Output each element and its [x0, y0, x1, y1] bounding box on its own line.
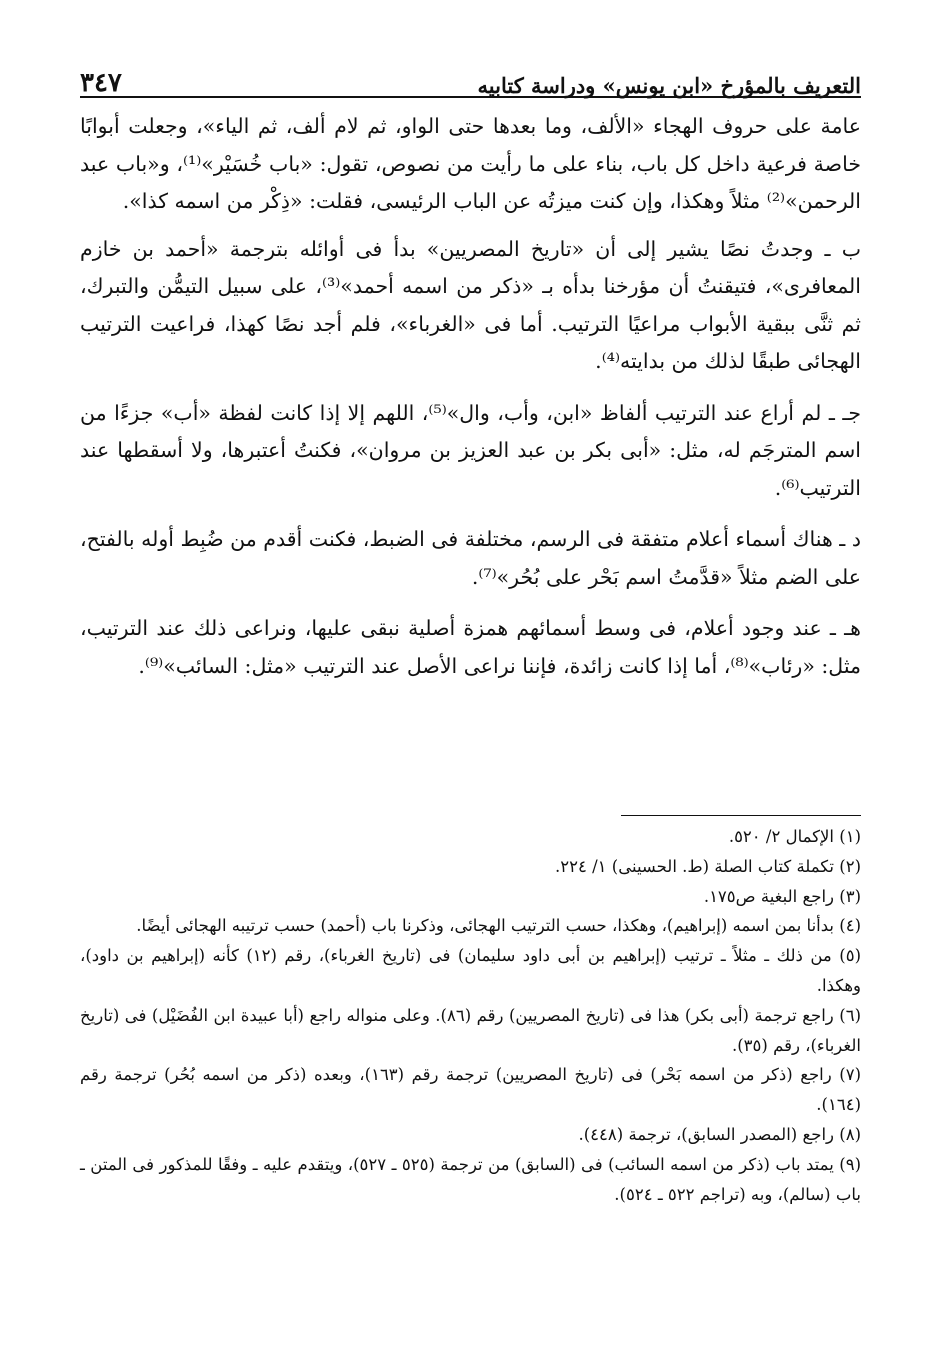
paragraph-j: جـ ـ لم أراع عند الترتيب ألفاظ «ابن، وأب، وال»⁽⁵⁾، اللهم إلا إذا كانت لفظة «أب» جزءًا من اسم المترجَم له، مثل: «أبى بكر بن عبد العزيز بن مروان»، فكنتُ أعتبرها، ولا أسقطها عند الترتيب⁽⁶⁾. — [80, 400, 861, 500]
footnote-2: (٢) تكملة كتاب الصلة (ط. الحسينى) ١/ ٢٢٤. — [555, 856, 861, 876]
paragraph-intro: عامة على حروف الهجاء «الألف، وما بعدها حتى الواو، ثم لام ألف، ثم الياء»، وجعلت أبوابًا خاصة فرعية داخل كل باب، بناء على ما رأيت من نصوص، تقول: «باب خُسَيْر»⁽¹⁾، و«باب عبد الرحمن»⁽²⁾ مثلاً وهكذا، وإن كنت ميزتُه عن الباب الرئيسى، فقلت: «ذِكْر من اسمه كذا». — [80, 114, 861, 213]
footnote-5: (٥) من ذلك ـ مثلاً ـ ترتيب (إبراهيم بن أبى داود سليمان) فى (تاريخ الغرباء)، رقم (١٢) كأنه (إبراهيم بن داود)، وهكذا. — [80, 946, 861, 995]
footnote-4: (٤) بدأنا بمن اسمه (إبراهيم)، وهكذا، حسب الترتيب الهجائى، وذكرنا باب (أحمد) حسب ترتيبه الهجائى أيضًا. — [136, 916, 861, 936]
paragraph-b: ب ـ وجدتُ نصًا يشير إلى أن «تاريخ المصريين» بدأ فى أوائله بترجمة «أحمد بن خازم المعافرى»، فتيقنتُ أن مؤرخنا بدأه بـ «ذكر من اسمه أحمد»⁽³⁾، على سبيل التيمُّن والتبرك، ثم ثنَّى ببقية الأبواب مراعيًا الترتيب. أما فى «الغرباء»، فلم أجد نصًا كهذا، فراعيت الترتيب الهجائى طبقًا لذلك من بدايته⁽⁴⁾. — [80, 236, 861, 373]
page-header — [80, 58, 861, 96]
page-number: ٣٤٧ — [80, 68, 122, 98]
footnote-6: (٦) راجع ترجمة (أبى بكر) هذا فى (تاريخ المصريين) رقم (٨٦). وعلى منواله راجع (أبا عبيدة ابن الفُضَيْل) فى (تاريخ الغرباء)، رقم (٣٥). — [80, 1005, 861, 1055]
footnote-7: (٧) راجع (ذكر من اسمه بَحْر) فى (تاريخ المصريين) ترجمة رقم (١٦٣)، وبعده (ذكر من اسمه بُحُر) ترجمة رقم (١٦٤). — [80, 1065, 861, 1115]
footnote-1: (١) الإكمال ٢/ ٥٢٠. — [728, 827, 861, 846]
running-title: التعريف بالمؤرخ «ابن يونس» ودراسة كتابيه — [477, 73, 861, 98]
paragraph-h: هـ ـ عند وجود أعلام، فى وسط أسمائهم همزة أصلية نبقى عليها، ونراعى ذلك عند الترتيب، مثل: «رئاب»⁽⁸⁾، أما إذا كانت زائدة، فإننا نراعى الأصل عند الترتيب «مثل: السائب»⁽⁹⁾. — [80, 616, 861, 678]
main-text — [80, 108, 861, 699]
footnote-divider — [621, 815, 861, 816]
paragraph-d: د ـ هناك أسماء أعلام متفقة فى الرسم، مختلفة فى الضبط، فكنت أقدم من ضُبِط أوله بالفتح، على الضم مثلاً «قدَّمتُ اسم بَحْر على بُحُر»⁽⁷⁾. — [80, 527, 861, 589]
footnote-9: (٩) يمتد باب (ذكر من اسمه السائب) فى (السابق) من ترجمة (٥٢٥ ـ ٥٢٧)، ويتقدم عليه ـ وفقًا للمذكور فى المتن ـ باب (سالم)، وبه (تراجم ٥٢٢ ـ ٥٢٤). — [80, 1154, 861, 1204]
header-divider — [80, 96, 861, 98]
footnote-8: (٨) راجع (المصدر السابق)، ترجمة (٤٤٨). — [578, 1124, 861, 1144]
footnotes — [80, 822, 861, 1209]
footnote-3: (٣) راجع البغية ص١٧٥. — [703, 886, 861, 906]
